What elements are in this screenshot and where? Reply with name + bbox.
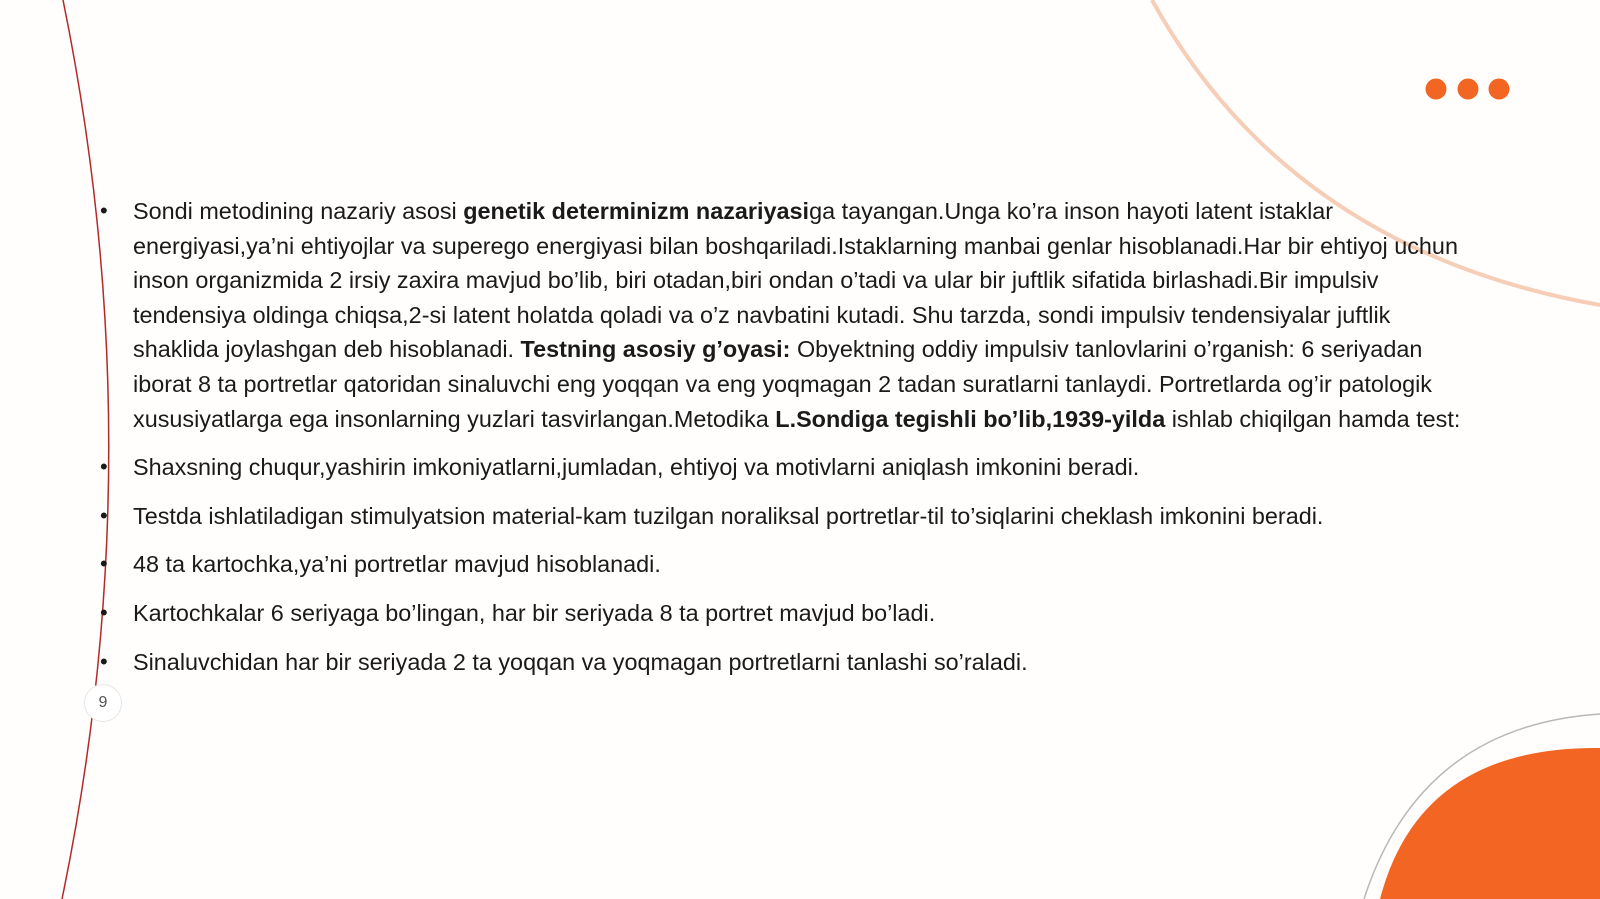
text-segment: Obyektning oddiy impulsiv tanlovlarini o’rganish: 6 seriyadan iborat 8 ta portretlar qatoridan sinaluvchi eng yoqqan va eng yoqmagan 2 tadan suratlarni tanlaydi. Portretlarda og’ir patologik xususiyatlarga ega insonlarning yuzlari tasvirlangan.Metodika (133, 336, 1432, 432)
bullet-item (100, 547, 1470, 582)
dot-icon (1458, 79, 1479, 100)
bottom-right-orange-shape (1380, 748, 1600, 899)
slide-content (100, 194, 1470, 693)
bold-text: Testning asosiy g’oyasi: (520, 336, 791, 363)
dot-icon (1489, 79, 1510, 100)
bullet-list (100, 194, 1470, 679)
bold-text: L.Sondiga tegishli bo’lib,1939-yilda (775, 405, 1166, 432)
text-segment: 48 ta kartochka,ya’ni portretlar mavjud hisoblanadi. (133, 551, 661, 578)
dot-icon (1426, 79, 1447, 100)
bullet-item (100, 645, 1470, 680)
text-segment: ga tayangan.Unga ko’ra inson hayoti latent istaklar energiyasi,ya’ni ehtiyojlar va superego energiyasi bilan boshqariladi.Istaklarning manbai genlar hisoblanadi.Har bir ehtiyoj uchun inson organizmida 2 irsiy zaxira mavjud bo’lib, biri otadan,biri ondan o’tadi va ular bir juftlik sifatida birlashadi.Bir impulsiv tendensiya oldinga chiqsa,2-si latent holatda qoladi va o’z navbatini kutadi. Shu tarzda, sondi impulsiv tendensiyalar juftlik shaklida joylashgan deb hisoblanadi. (133, 198, 1458, 363)
text-segment: Kartochkalar 6 seriyaga bo’lingan, har bir seriyada 8 ta portret mavjud bo’ladi. (133, 599, 936, 626)
text-segment: Sinaluvchidan har bir seriyada 2 ta yoqqan va yoqmagan portretlarni tanlashi so’raladi. (133, 648, 1028, 675)
text-segment: ishlab chiqilgan hamda test: (1165, 405, 1461, 432)
text-segment: Testda ishlatiladigan stimulyatsion material-kam tuzilgan noraliksal portretlar-til to’siqlarini cheklash imkonini beradi. (133, 502, 1324, 529)
bullet-item (100, 499, 1470, 534)
bullet-item (100, 596, 1470, 631)
page-number: 9 (84, 684, 122, 722)
bold-text: genetik determinizm nazariyasi (463, 198, 810, 224)
bullet-item (100, 450, 1470, 485)
bullet-item (100, 194, 1470, 436)
text-segment: Sondi metodining nazariy asosi (133, 198, 464, 224)
text-segment: Shaxsning chuqur,yashirin imkoniyatlarni,jumladan, ehtiyoj va motivlarni aniqlash imkonini beradi. (133, 454, 1140, 481)
